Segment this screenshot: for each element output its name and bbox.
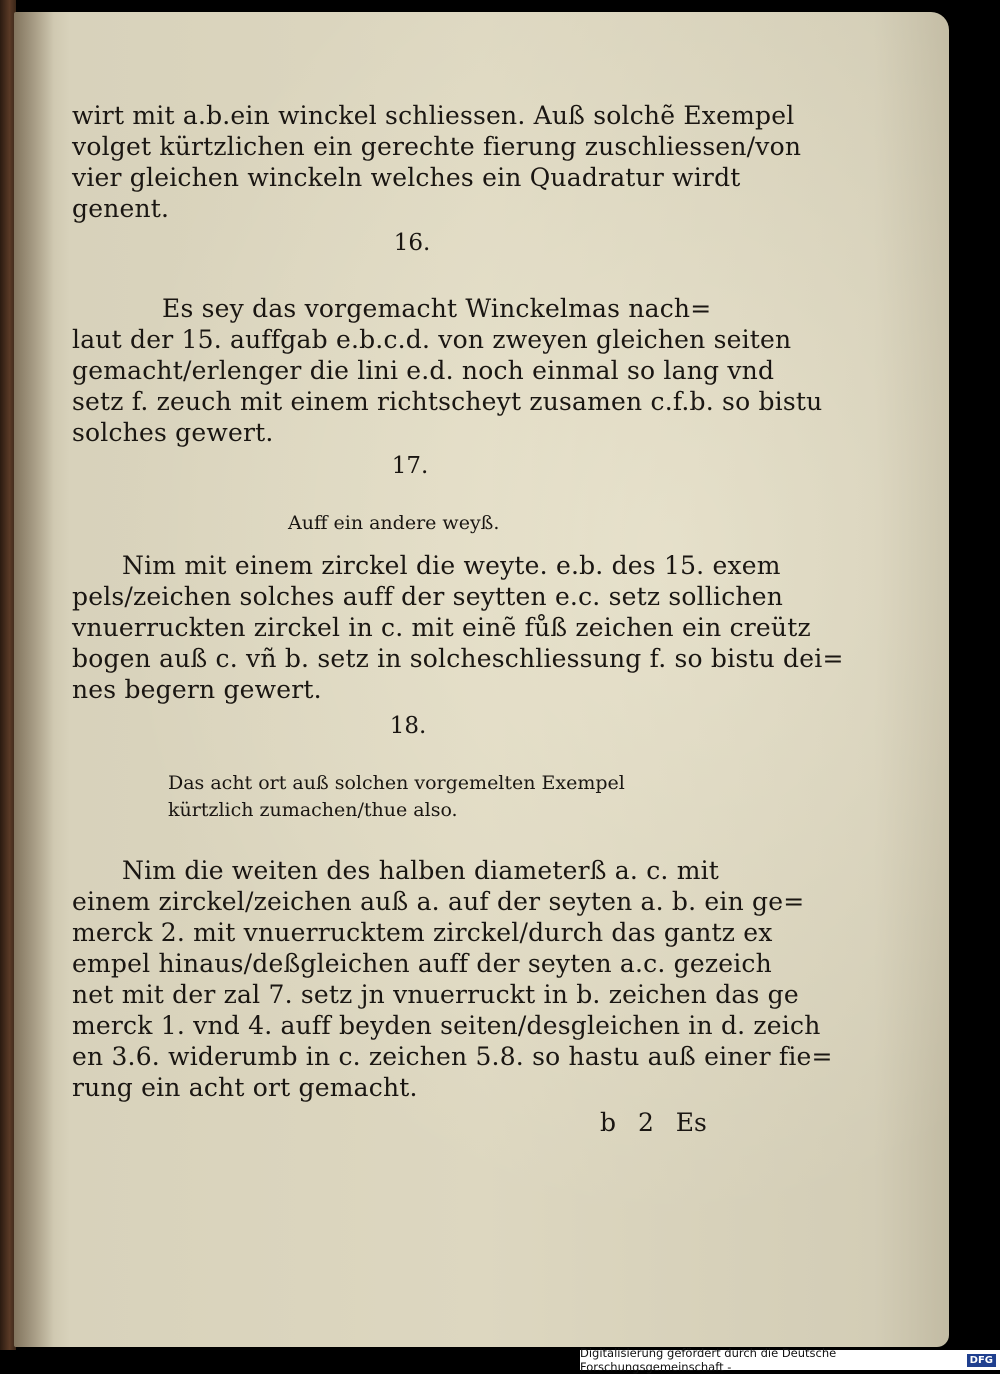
paragraph-continuation <box>72 100 802 224</box>
heading-18 <box>168 770 625 824</box>
text-line: gemacht/erlenger die lini e.d. noch einmal so lang vnd <box>72 356 775 385</box>
text-line: vier gleichen winckeln welches ein Quadratur wirdt <box>72 163 741 192</box>
text-line: wirt mit a.b.ein winckel schliessen. Auß solchẽ Exempel <box>72 101 795 130</box>
text-line: en 3.6. widerumb in c. zeichen 5.8. so hastu auß einer fie= <box>72 1042 833 1071</box>
text-line: solches gewert. <box>72 418 274 447</box>
text-line: Nim mit einem zirckel die weyte. e.b. des 15. exem <box>122 551 781 580</box>
text-line: net mit der zal 7. setz jn vnuerruckt in b. zeichen das ge <box>72 980 799 1009</box>
section-number-17: 17. <box>391 453 429 479</box>
subtitle-17: Auff ein andere weyß. <box>288 512 500 534</box>
text-line: nes begern gewert. <box>72 675 322 704</box>
text-line: volget kürtzlichen ein gerechte fierung zuschliessen/von <box>72 132 802 161</box>
text-line: merck 1. vnd 4. auff beyden seiten/desgleichen in d. zeich <box>72 1011 821 1040</box>
dfg-logo-icon: DFG <box>967 1354 996 1367</box>
text-line: empel hinaus/deßgleichen auff der seyten a.c. gezeich <box>72 949 772 978</box>
digitization-footer <box>580 1346 1000 1374</box>
section-number-16: 16. <box>393 230 431 256</box>
heading-line: Das acht ort auß solchen vorgemelten Exempel <box>168 772 625 794</box>
text-line: merck 2. mit vnuerrucktem zirckel/durch das gantz ex <box>72 918 773 947</box>
text-line: setz f. zeuch mit einem richtscheyt zusamen c.f.b. so bistu <box>72 387 823 416</box>
section-number-18: 18. <box>389 713 427 739</box>
paragraph-17 <box>72 550 844 705</box>
paragraph-18 <box>72 855 833 1103</box>
text-line: laut der 15. auffgab e.b.c.d. von zweyen gleichen seiten <box>72 325 792 354</box>
text-line: einem zirckel/zeichen auß a. auf der seyten a. b. ein ge= <box>72 887 805 916</box>
text-line: pels/zeichen solches auff der seytten e.c. setz sollichen <box>72 582 784 611</box>
paragraph-16 <box>72 293 823 448</box>
text-line: genent. <box>72 194 170 223</box>
text-line: Nim die weiten des halben diameterß a. c. mit <box>122 856 720 885</box>
text-line: Es sey das vorgemacht Winckelmas nach= <box>162 294 712 323</box>
heading-line: kürtzlich zumachen/thue also. <box>168 799 458 821</box>
text-line: vnuerruckten zirckel in c. mit einẽ fůß zeichen ein creütz <box>72 613 811 642</box>
text-line: rung ein acht ort gemacht. <box>72 1073 418 1102</box>
signature-catchword: b 2 Es <box>600 1108 707 1137</box>
text-line: bogen auß c. vñ b. setz in solcheschliessung f. so bistu dei= <box>72 644 844 673</box>
footer-credit: Digitalisierung gefördert durch die Deutsche Forschungsgemeinschaft - <box>580 1346 837 1374</box>
